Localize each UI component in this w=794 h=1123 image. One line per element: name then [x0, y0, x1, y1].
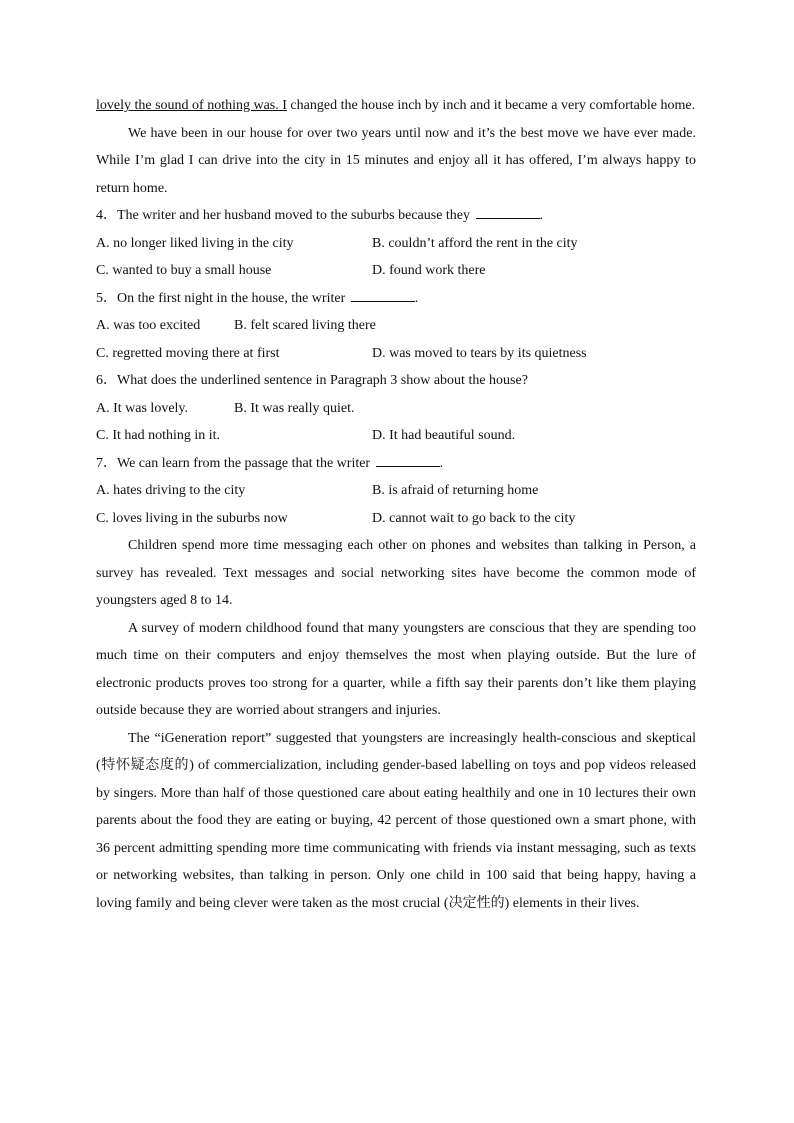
- passage-a-paragraph-3-end: [96, 92, 696, 120]
- paragraph-3-rest: changed the house inch by inch and it became a very comfortable home.: [286, 98, 696, 113]
- option-b: B. It was really quiet.: [234, 400, 355, 416]
- passage-b-paragraph-1: Children spend more time messaging each other on phones and websites than talking in Person, a survey has revealed. Text messages and social networking sites have become the common mode of youngsters aged 8 to 14.: [96, 538, 696, 608]
- passage-b-paragraph-2: A survey of modern childhood found that many youngsters are conscious that they are spending too much time on their computers and enjoy themselves the most when playing outside. But the lure of electronic products proves too strong for a quarter, while a fifth say their parents don’t like them playing outside because they are worried about strangers and injuries.: [96, 620, 696, 718]
- question-7-options: [96, 477, 696, 532]
- option-d: D. found work there: [372, 263, 486, 278]
- question-4: 4．The writer and her husband moved to the suburbs because they .: [96, 202, 696, 230]
- option-d: D. was moved to tears by its quietness: [372, 345, 587, 361]
- question-5: 5．On the first night in the house, the writer .: [96, 285, 696, 313]
- answer-blank: [376, 452, 440, 467]
- question-5-options-row-1: [96, 312, 696, 340]
- option-c: C. loves living in the suburbs now: [96, 510, 288, 526]
- question-5-stem: 5．On the first night in the house, the writer: [96, 290, 349, 306]
- question-6: [96, 367, 696, 395]
- document-page: [96, 92, 696, 917]
- question-7: 7．We can learn from the passage that the writer .: [96, 450, 696, 478]
- option-d: D. It had beautiful sound.: [372, 428, 516, 443]
- option-a: A. was too excited: [96, 318, 201, 333]
- passage-a-paragraph-4: We have been in our house for over two years until now and it’s the best move we have ever made. While I’m glad I can drive into the city in 15 minutes and enjoy all it has offered, I’m always happy to return home.: [96, 125, 696, 196]
- option-c: C. regretted moving there at first: [96, 345, 280, 361]
- option-b: B. is afraid of returning home: [372, 483, 539, 498]
- option-a: A. It was lovely.: [96, 400, 189, 416]
- option-a: A. no longer liked living in the city: [96, 235, 294, 251]
- option-d: D. cannot wait to go back to the city: [372, 510, 576, 526]
- option-c: C. It had nothing in it.: [96, 428, 221, 443]
- option-b: B. felt scared living there: [234, 318, 376, 333]
- question-6-options-row-2: [96, 422, 696, 450]
- question-5-options-row-2: [96, 340, 696, 368]
- option-b: B. couldn’t afford the rent in the city: [372, 235, 578, 251]
- question-7-stem: 7．We can learn from the passage that the writer: [96, 455, 374, 471]
- answer-blank: [351, 287, 415, 302]
- question-4-options: [96, 230, 696, 285]
- question-6-stem: 6．What does the underlined sentence in Paragraph 3 show about the house?: [96, 373, 528, 388]
- question-4-stem: 4．The writer and her husband moved to the suburbs because they: [96, 208, 474, 223]
- option-a: A. hates driving to the city: [96, 483, 246, 498]
- option-c: C. wanted to buy a small house: [96, 263, 272, 278]
- underlined-sentence: lovely the sound of nothing was. I: [96, 98, 287, 113]
- answer-blank: [476, 204, 540, 219]
- passage-b-paragraph-3: The “iGeneration report” suggested that youngsters are increasingly health-conscious and skeptical (特怀疑态度的) of commercialization, including gender-based labelling on toys and pop videos released by singers. More than half of those questioned care about eating healthily and one in 10 lectures their own parents about the food they are eating or buying, 42 percent of those questioned own a smart phone, with 36 percent admitting spending more time communicating with friends via instant messaging, such as texts or networking websites, than talking in person. Only one child in 100 said that being happy, having a loving family and being clever were taken as the most crucial (决定性的) elements in their lives.: [96, 730, 696, 911]
- question-6-options-row-1: [96, 395, 696, 423]
